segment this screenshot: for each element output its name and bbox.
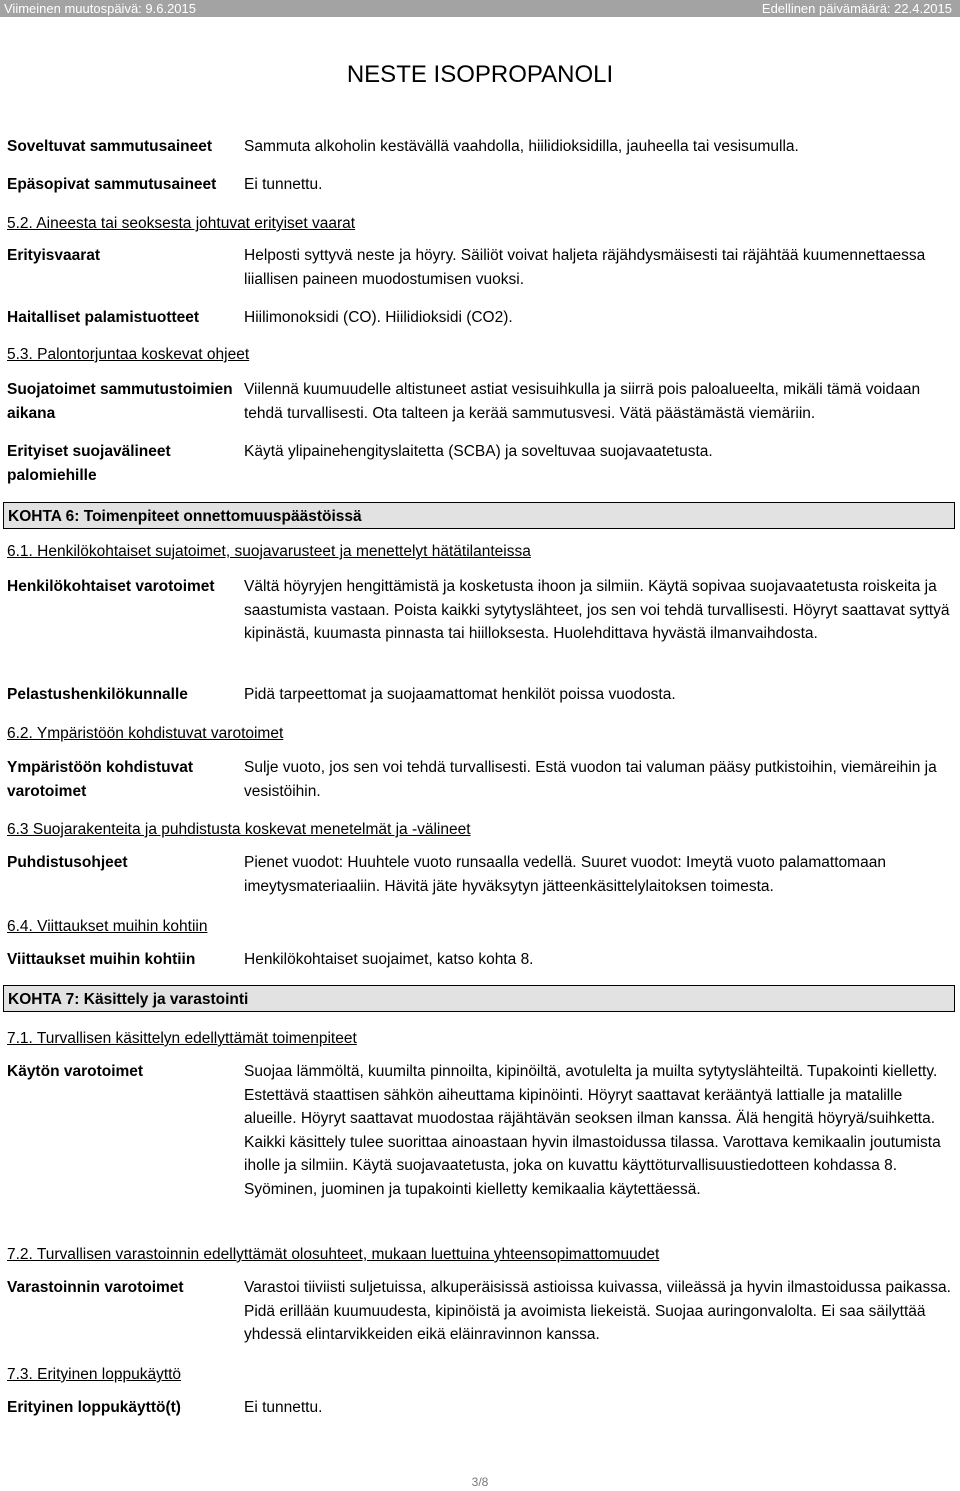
personal-precautions-label: Henkilökohtaiset varotoimet	[7, 578, 215, 595]
previous-date: Edellinen päivämäärä: 22.4.2015	[761, 1, 952, 16]
suitable-extinguishing-label: Soveltuvat sammutusaineet	[7, 138, 213, 155]
firefighting-protection-label: Suojatoimet sammutustoimien aikana	[7, 381, 233, 422]
section-6-header: KOHTA 6: Toimenpiteet onnettomuuspäästöissä	[3, 502, 955, 529]
special-hazards-label: Erityisvaarat	[7, 247, 101, 264]
storage-precautions-label: Varastoinnin varotoimet	[7, 1279, 184, 1296]
combustion-products-value: Hiilimonoksidi (CO). Hiilidioksidi (CO2).	[244, 309, 513, 326]
section-6-3-heading: 6.3 Suojarakenteita ja puhdistusta koskevat menetelmät ja -välineet	[7, 821, 471, 838]
last-modified-date: Viimeinen muutospäivä: 9.6.2015	[4, 1, 196, 16]
section-6-4-heading: 6.4. Viittaukset muihin kohtiin	[7, 918, 208, 935]
cleanup-instructions-value: Pienet vuodot: Huuhtele vuoto runsaalla vedellä. Suuret vuodot: Imeytä vuoto palamattomaan imeytysmateriaaliin. Hävitä jäte hyväksytyn jätteenkäsittelylaitoksen toimesta.	[244, 854, 886, 895]
emergency-responders-label: Pelastushenkilökunnalle	[7, 686, 188, 703]
section-7-header: KOHTA 7: Käsittely ja varastointi	[3, 985, 955, 1012]
unsuitable-extinguishing-label: Epäsopivat sammutusaineet	[7, 176, 217, 193]
firefighting-protection-value: Viilennä kuumuudelle altistuneet astiat vesisuihkulla ja siirrä pois paloalueelta, mikäli tämä voidaan tehdä turvallisesti. Ota talteen ja kerää sammutusvesi. Vätä päästämästä viemäriin.	[244, 381, 921, 422]
section-5-2-heading: 5.2. Aineesta tai seoksesta johtuvat erityiset vaarat	[7, 215, 356, 232]
storage-precautions-value: Varastoi tiiviisti suljetuissa, alkuperäisissä astioissa kuivassa, viileässä ja hyvin ilmastoidussa paikassa. Pidä erillään kuumuudesta, kipinöistä ja avoimista liekeistä. Suojaa auringonvalolta. Ei saa säilyttää yhdessä elintarvikkeiden eikä eläinravinnon kanssa.	[244, 1279, 951, 1343]
firefighter-equipment-label: Erityiset suojavälineet palomiehille	[7, 443, 171, 484]
end-use-label: Erityinen loppukäyttö(t)	[7, 1399, 181, 1416]
document-title: NESTE ISOPROPANOLI	[346, 61, 614, 88]
page-number: 3/8	[471, 1475, 489, 1489]
environmental-precautions-label: Ympäristöön kohdistuvat varotoimet	[7, 759, 194, 800]
section-6-1-heading: 6.1. Henkilökohtaiset sujatoimet, suojavarusteet ja menettelyt hätätilanteissa	[7, 543, 531, 560]
end-use-value: Ei tunnettu.	[244, 1399, 323, 1416]
handling-precautions-value: Suojaa lämmöltä, kuumilta pinnoilta, kipinöiltä, avotulelta ja muilta sytytyslähteiltä. Tupakointi kielletty. Estettävä staattisen sähkön aiheuttama kipinöinti. Höyryt saattavat kerääntyä lattialle ja matalille alueille. Höyryt saattavat muodostaa räjähtävän seoksen ilman kanssa. Älä hengitä höyryä/suihketta. Kaikki käsittely tulee suorittaa ainoastaan hyvin ilmastoidussa tilassa. Varottava kemikaalin joutumista iholle ja silmiin. Käytä suojavaatetusta, joka on kuvattu käyttöturvallisuustiedotteen kohdassa 8. Syöminen, juominen ja tupakointi kielletty kemikaalia käytettäessä.	[244, 1063, 941, 1198]
references-label: Viittaukset muihin kohtiin	[7, 951, 196, 968]
section-7-1-heading: 7.1. Turvallisen käsittelyn edellyttämät toimenpiteet	[7, 1030, 357, 1047]
cleanup-instructions-label: Puhdistusohjeet	[7, 854, 128, 871]
special-hazards-value: Helposti syttyvä neste ja höyry. Säiliöt voivat haljeta räjähdysmäisesti tai räjähtää kuumennettaessa liiallisen paineen muodostumisen vuoksi.	[244, 247, 926, 288]
handling-precautions-label: Käytön varotoimet	[7, 1063, 144, 1080]
environmental-precautions-value: Sulje vuoto, jos sen voi tehdä turvallisesti. Estä vuodon tai valuman pääsy putkistoihin, viemäreihin ja vesistöihin.	[244, 759, 937, 800]
suitable-extinguishing-value: Sammuta alkoholin kestävällä vaahdolla, hiilidioksidilla, jauheella tai vesisumulla.	[244, 138, 799, 155]
combustion-products-label: Haitalliset palamistuotteet	[7, 309, 200, 326]
section-6-2-heading: 6.2. Ympäristöön kohdistuvat varotoimet	[7, 725, 284, 742]
personal-precautions-value: Vältä höyryjen hengittämistä ja kosketusta ihoon ja silmiin. Käytä sopivaa suojavaatetusta roiskeita ja saastumista vastaan. Poista kaikki sytytyslähteet, jos sen voi tehdä turvallisesti. Höyryt saattavat syttyä kipinästä, kuumasta pinnasta tai hiilloksesta. Huolehdittava hyvästä ilmanvaihdosta.	[244, 578, 950, 642]
references-value: Henkilökohtaiset suojaimet, katso kohta 8.	[244, 951, 534, 968]
firefighter-equipment-value: Käytä ylipainehengityslaitetta (SCBA) ja soveltuvaa suojavaatetusta.	[244, 443, 713, 460]
section-7-3-heading: 7.3. Erityinen loppukäyttö	[7, 1366, 182, 1383]
page-header-bar	[0, 0, 960, 17]
unsuitable-extinguishing-value: Ei tunnettu.	[244, 176, 323, 193]
section-7-2-heading: 7.2. Turvallisen varastoinnin edellyttämät olosuhteet, mukaan luettuina yhteensopimattomuudet	[7, 1246, 660, 1263]
emergency-responders-value: Pidä tarpeettomat ja suojaamattomat henkilöt poissa vuodosta.	[244, 686, 676, 703]
section-5-3-heading: 5.3. Palontorjuntaa koskevat ohjeet	[7, 346, 250, 363]
